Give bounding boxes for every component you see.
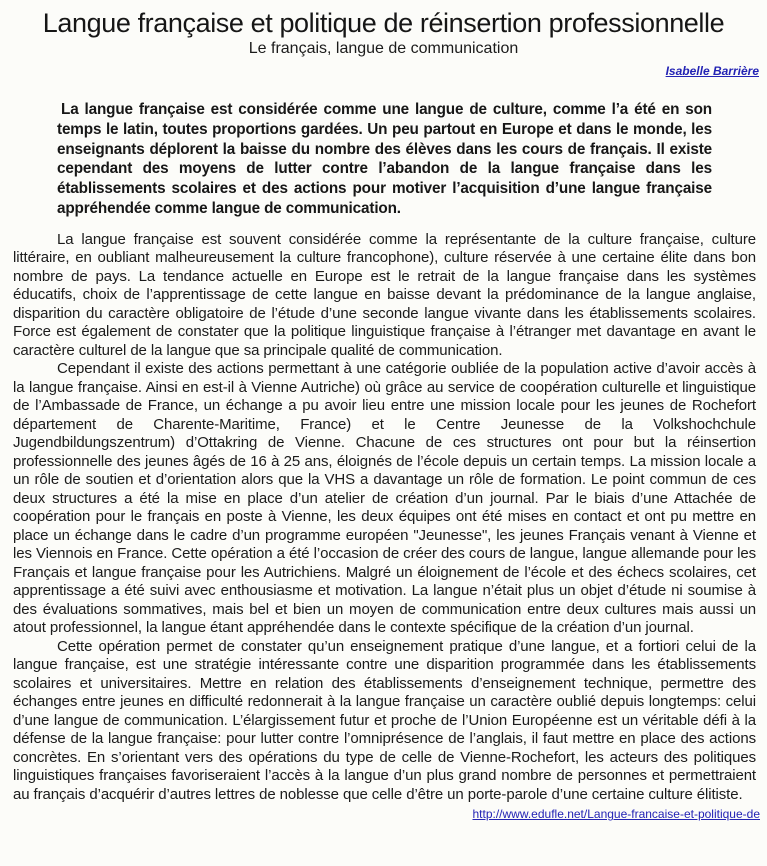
body-paragraph-3: Cette opération permet de constater qu’un enseignement pratique d’une langue, et a fortiori celui de la langue française, est une stratégie intéressante contre une disparition programmée dans les établissements scolaires et universitaires. Mettre en relation des établissements d’enseignement technique, permettre des échanges entre jeunes en difficulté redonnerait à la langue française un caractère oublié depuis longtemps: celui d’une langue de communication. L’élargissement futur et proche de l’Union Européenne est un véritable défi à la défense de la langue française: pour lutter contre l’omniprésence de l’anglais, il faut mettre en place des actions concrètes. En s’orientant vers des opérations du type de celle de Vienne-Rochefort, les acteurs des politiques linguistiques françaises favoriseraient l’accès à la langue d’un plus grand nombre de personnes et permettraient au français d’acquérir d’autres lettres de noblesse que celle d’être un porte-parole d’une certaine culture élitiste. (13, 637, 756, 803)
author-link[interactable]: Isabelle Barrière (665, 64, 759, 78)
footer-row (0, 805, 767, 823)
abstract-paragraph: La langue française est considérée comme une langue de culture, comme l’a été en son temps le latin, toutes proportions gardées. Un peu partout en Europe et dans le monde, les enseignants déplorent la baisse du nombre des élèves dans les cours de français. Il existe cependant des moyens de lutter contre l’abandon de la langue française dans les établissements scolaires et des actions pour motiver l’acquisition d’une langue française appréhendée comme langue de communication. (57, 101, 712, 217)
body-paragraph-1: La langue française est souvent considérée comme la représentante de la culture française, culture littéraire, en oubliant malheureusement la culture francophone), culture réservée à une certaine élite dans bon nombre de pays. La tendance actuelle en Europe est le retrait de la langue française dans les systèmes éducatifs, choix de l’apprentissage de cette langue en baisse devant la prédominance de la langue anglaise, disparition du caractère obligatoire de l’étude d’une seconde langue vivante dans les établissements scolaires. Force est également de constater que la politique linguistique française à l’étranger met davantage en avant le caractère culturel de la langue que sa principale qualité de communication. (13, 230, 756, 359)
page-subtitle: Le français, langue de communication (248, 40, 519, 57)
source-url-link[interactable]: http://www.edufle.net/Langue-francaise-et-politique-de (472, 807, 760, 822)
page-title: Langue française et politique de réinsertion professionnelle (42, 8, 725, 38)
body-paragraph-2: Cependant il existe des actions permettant à une catégorie oubliée de la population active d’avoir accès à la langue française. Ainsi en est-il à Vienne Autriche) où grâce au service de coopération culturelle et linguistique de l’Ambassade de France, un échange a pu avoir lieu entre une mission locale pour les jeunes de Rochefort département de Charente-Maritime, France) et le Centre Jeunesse de la Volkshochchule Jugendbildungszentrum) d’Ottakring de Vienne. Chacune de ces structures ont pour but la réinsertion professionnelle des jeunes âgés de 16 à 25 ans, éloignés de l’école depuis un certain temps. La mission locale a un rôle de soutien et d’orientation alors que la VHS a davantage un rôle de formation. Le point commun de ces deux structures a été la mise en place d’un atelier de création d’un journal. Par le biais d’une Attachée de coopération pour le français en poste à Vienne, les deux équipes ont été mises en contact et ont pu mettre en place un échange dans le cadre d’un programme européen "Jeunesse", les jeunes Français venant à Vienne et les Viennois en France. Cette opération a été l’occasion de créer des cours de langue, langue allemande pour les Français et langue française pour les Autrichiens. Malgré un éloignement de l’école et des échecs scolaires, cet apprentissage a été suivi avec enthousiasme et motivation. La langue n’était plus un objet d’étude ni soumise à des évaluations sommatives, mais bel et bien un moyen de communication entre deux cultures mais aussi un atout professionnel, la langue étant appréhendée dans le contexte spécifique de la création d’un journal. (13, 360, 756, 637)
author-row (0, 62, 767, 78)
article-body (13, 231, 756, 805)
